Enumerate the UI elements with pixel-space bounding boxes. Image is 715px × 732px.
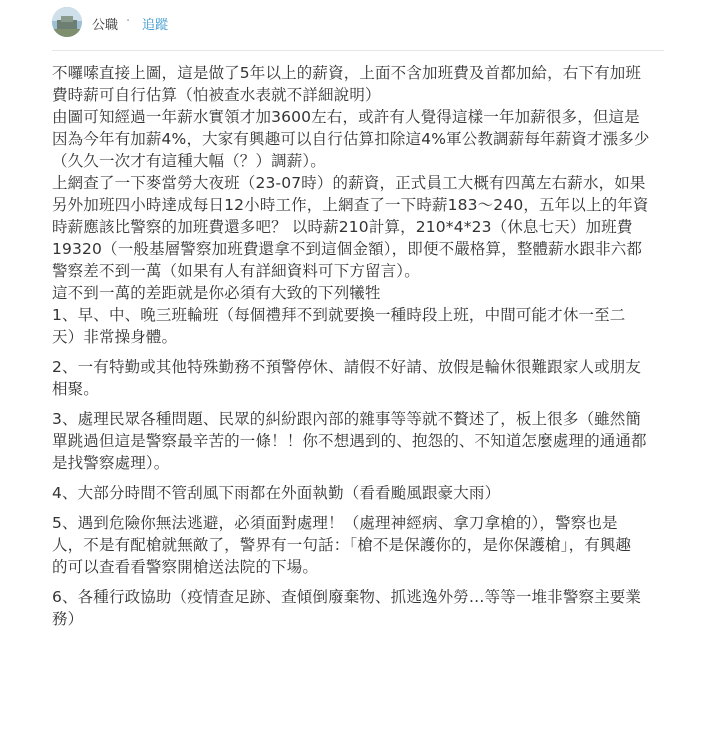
author-avatar[interactable]: [52, 7, 82, 37]
text-line: 的可以查看看警察開槍送法院的下場。: [52, 558, 319, 576]
text-line: 3、處理民眾各種問題、民眾的糾紛跟內部的雜事等等就不贅述了，板上很多（雖然簡: [52, 410, 642, 428]
separator-dot: ·: [126, 14, 131, 29]
text-line: 人，不是有配槍就無敵了，警界有一句話：「槍不是保護你的，是你保護槍」，有興趣: [52, 536, 632, 554]
paragraph-gap: [52, 578, 672, 586]
paragraph: [52, 106, 672, 172]
text-line: 務）: [52, 610, 84, 628]
header-divider: [52, 50, 664, 51]
paragraph: [52, 282, 672, 304]
paragraph: [52, 304, 672, 348]
text-line: 是找警察處理）。: [52, 454, 170, 472]
text-line: 1、早、中、晚三班輪班（每個禮拜不到就要換一種時段上班，中間可能才休一至二: [52, 306, 626, 324]
paragraph: [52, 62, 672, 106]
paragraph-gap: [52, 348, 672, 356]
text-line: 因為今年有加薪4%，大家有興趣可以自行估算扣除這4%軍公教調薪每年薪資才漲多少: [52, 130, 650, 148]
author-name[interactable]: 公職: [92, 18, 119, 33]
text-line: 由圖可知經過一年薪水實領才加3600左右，或許有人覺得這樣一年加薪很多，但這是: [52, 108, 640, 126]
text-line: 6、各種行政協助（疫情查足跡、查傾倒廢棄物、抓逃逸外勞…等等一堆非警察主要業: [52, 588, 642, 606]
text-line: 單跳過但這是警察最辛苦的一條！！你不想遇到的、抱怨的、不知道怎麼處理的通通都: [52, 432, 647, 450]
post-header: [0, 0, 715, 48]
text-line: 4、大部分時間不管刮風下雨都在外面執勤（看看颱風跟豪大雨）: [52, 484, 501, 502]
text-line: 費時薪可自行估算（怕被查水表就不詳細說明）: [52, 86, 381, 104]
text-line: 警察差不到一萬（如果有人有詳細資料可下方留言）。: [52, 262, 420, 280]
paragraph-gap: [52, 504, 672, 512]
text-line: 上網查了一下麥當勞大夜班（23-07時）的薪資，正式員工大概有四萬左右薪水，如果: [52, 174, 646, 192]
text-line: 相聚。: [52, 380, 99, 398]
follow-button[interactable]: 追蹤: [142, 18, 169, 33]
text-line: 天）非常操身體。: [52, 328, 178, 346]
text-line: 這不到一萬的差距就是你必須有大致的下列犧牲: [52, 284, 381, 302]
post-body: [52, 62, 672, 630]
paragraph: [52, 172, 672, 282]
text-line: 19320（一般基層警察加班費還拿不到這個金額），即便不嚴格算，整體薪水跟非六都: [52, 240, 643, 258]
text-line: 2、一有特勤或其他特殊勤務不預警停休、請假不好請、放假是輪休很難跟家人或朋友: [52, 358, 642, 376]
paragraph: [52, 482, 672, 504]
avatar-image-icon: [52, 7, 82, 37]
paragraph: [52, 356, 672, 400]
text-line: 另外加班四小時達成每日12小時工作，上網查了一下時薪183～240，五年以上的年資: [52, 196, 649, 214]
paragraph-gap: [52, 400, 672, 408]
paragraph: [52, 512, 672, 578]
text-line: 5、遇到危險你無法逃避，必須面對處理！（處理神經病、拿刀拿槍的），警察也是: [52, 514, 618, 532]
paragraph: [52, 586, 672, 630]
text-line: 不囉嗦直接上圖，這是做了5年以上的薪資，上面不含加班費及首都加給，右下有加班: [52, 64, 642, 82]
text-line: 時薪應該比警察的加班費還多吧？ 以時薪210計算，210*4*23（休息七天）加班費: [52, 218, 633, 236]
paragraph: [52, 408, 672, 474]
text-line: （久久一次才有這種大幅（？）調薪）。: [52, 152, 326, 170]
paragraph-gap: [52, 474, 672, 482]
